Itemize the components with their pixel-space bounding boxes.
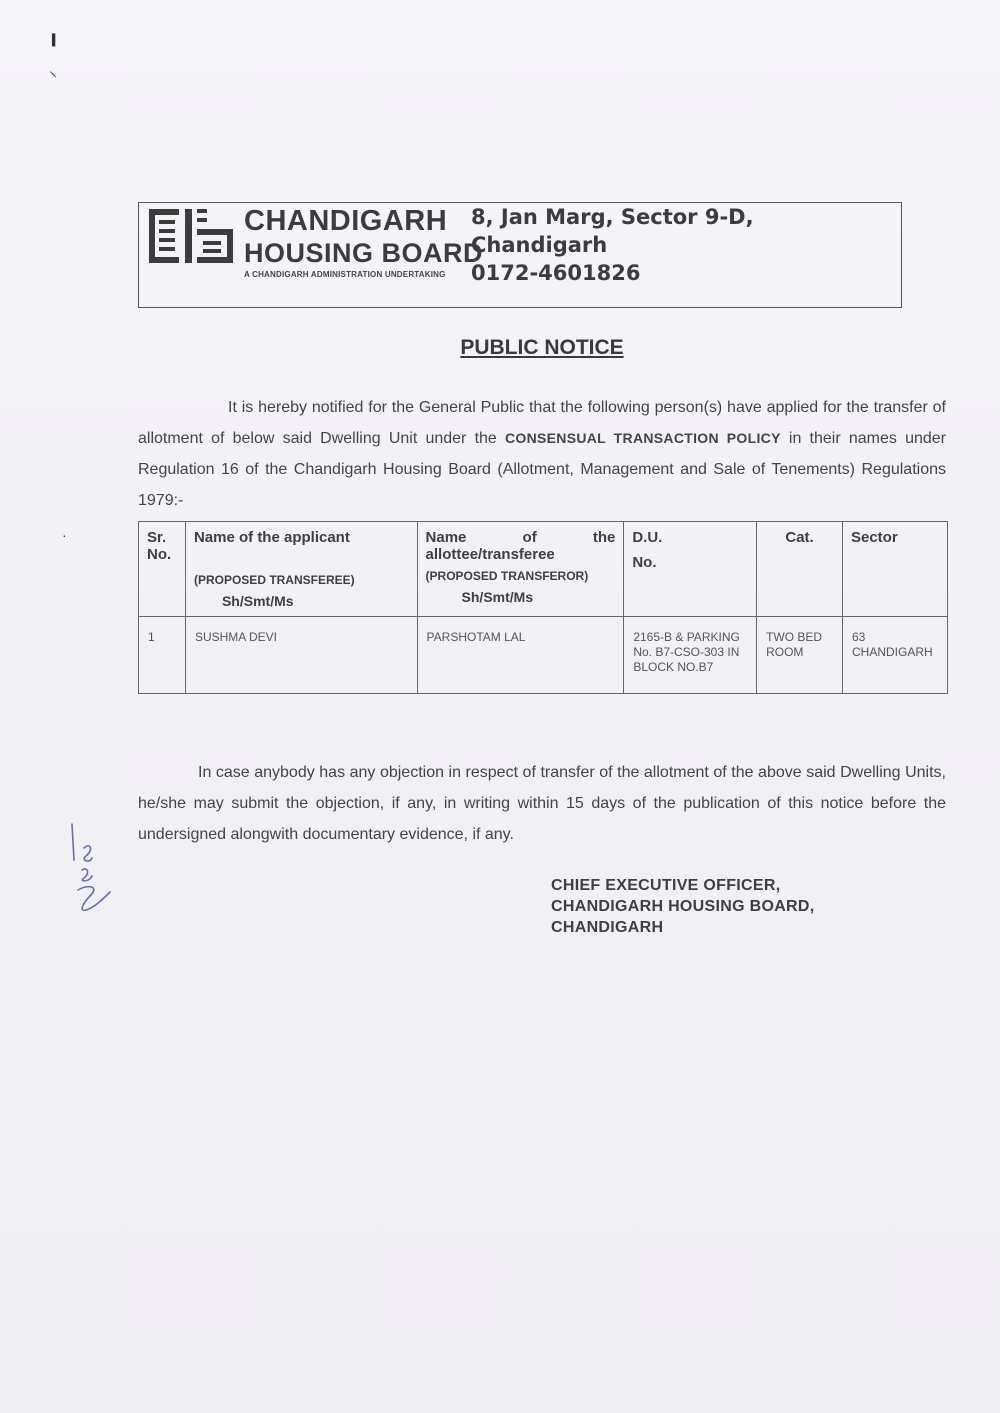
col-header-sr: Sr. No. (139, 522, 186, 617)
cell-cat: TWO BED ROOM (757, 617, 843, 694)
table-header-row (139, 522, 948, 617)
org-name-line1: CHANDIGARH (244, 205, 448, 237)
org-tagline: A CHANDIGARH ADMINISTRATION UNDERTAKING (244, 270, 446, 279)
address-line1: 8, Jan Marg, Sector 9-D, (471, 205, 754, 229)
cell-du: 2165-B & PARKING No. B7-CSO-303 IN BLOCK NO.B7 (624, 617, 757, 694)
address-block (471, 203, 754, 287)
table-row (139, 617, 948, 694)
objection-paragraph (138, 757, 946, 850)
allottee-header-sub: (PROPOSED TRANSFEROR) (425, 569, 589, 583)
scan-mark: ⸜ (49, 63, 58, 80)
address-line2: Chandigarh (471, 233, 608, 257)
notice-title (0, 336, 1000, 360)
allottee-header-title: Sh/Smt/Ms (461, 589, 534, 605)
applicant-header-label: Name of the applicant (193, 529, 350, 546)
col-header-sector: Sector (842, 522, 947, 617)
handwritten-initials (60, 820, 120, 920)
col-header-applicant (185, 522, 417, 617)
intro-text-part2: in their names under Regulation 16 of the Chandigarh Housing Board (Allotment, Management and Sale of Tenements) Regulations 1979:- (138, 430, 946, 509)
col-header-du: D.U. No. (624, 522, 757, 617)
intro-paragraph (138, 392, 946, 516)
applicant-header-title: Sh/Smt/Ms (221, 593, 294, 609)
transfer-table (138, 521, 948, 694)
signatory-title: CHIEF EXECUTIVE OFFICER, (551, 877, 781, 894)
scan-mark: ╹ (47, 34, 61, 59)
cell-sector: 63 CHANDIGARH (842, 617, 947, 694)
allottee-header-line2: allottee/transferee (425, 546, 555, 563)
cell-allottee: PARSHOTAM LAL (417, 617, 624, 694)
chb-logo-icon (147, 207, 237, 267)
col-header-allottee: Name of the allottee/transferee (PROPOSED TRANSFEROR) Sh/Smt/Ms (417, 522, 624, 617)
notice-title-text: PUBLIC NOTICE (460, 336, 624, 359)
col-header-cat: Cat. (757, 522, 843, 617)
scan-dot: · (62, 527, 67, 543)
signatory-org: CHANDIGARH HOUSING BOARD, (551, 898, 815, 915)
signatory-city: CHANDIGARH (551, 919, 664, 936)
chb-logo (147, 205, 484, 287)
signature-block (551, 875, 815, 938)
letterhead (138, 202, 902, 308)
cell-sr: 1 (139, 617, 186, 694)
intro-text-part1: It is hereby notified for the General Public that the following person(s) have applied for the transfer of allotment of below said Dwelling Unit under the (138, 399, 946, 447)
objection-text: In case anybody has any objection in respect of transfer of the allotment of the above said Dwelling Units, he/she may submit the objection, if any, in writing within 15 days of the publication of this notice before the undersigned alongwith documentary evidence, if any. (138, 764, 946, 843)
policy-name: CONSENSUAL TRANSACTION POLICY (505, 430, 781, 446)
applicant-header-sub: (PROPOSED TRANSFEREE) (193, 573, 355, 587)
cell-applicant: SUSHMA DEVI (185, 617, 417, 694)
org-name-line2: HOUSING BOARD (244, 238, 484, 268)
phone-number: 0172-4601826 (471, 261, 641, 285)
